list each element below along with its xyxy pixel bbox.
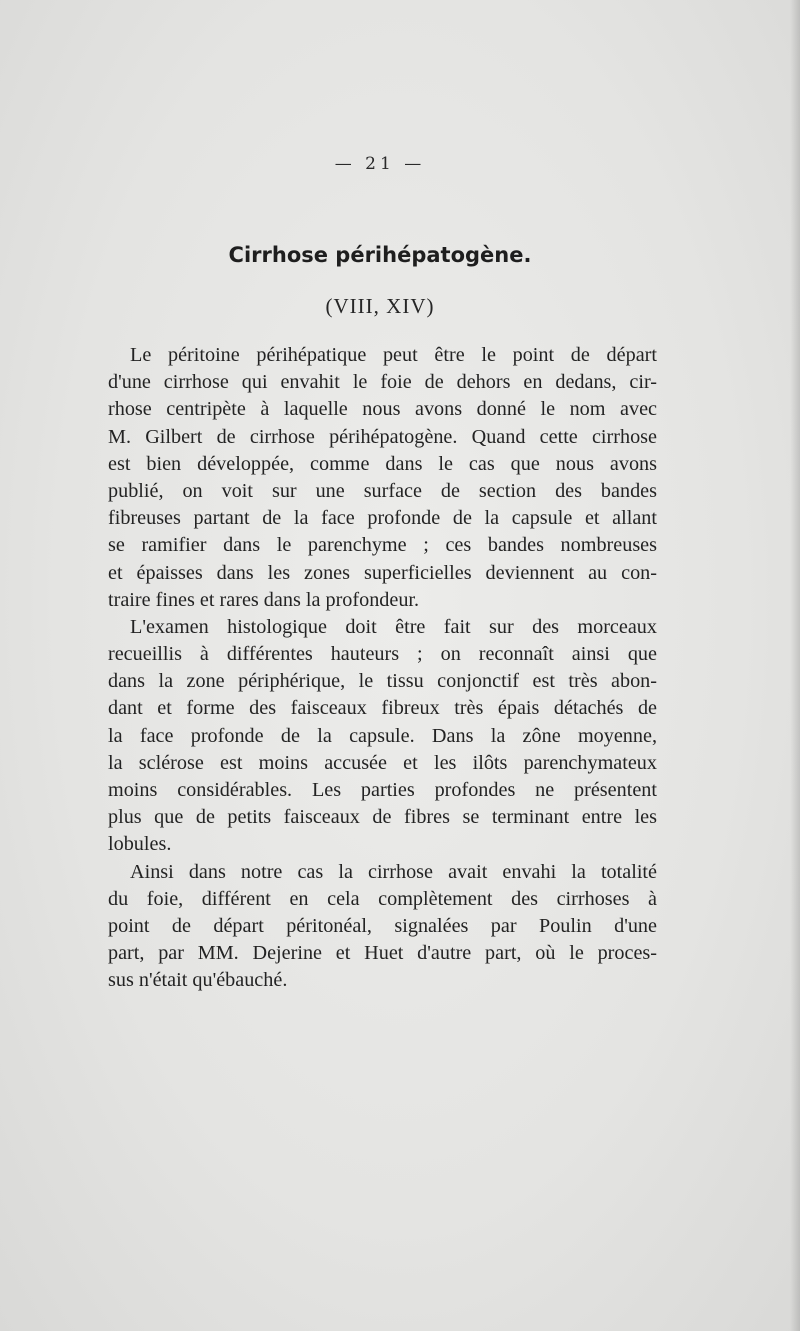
text-line: part, par MM. Dejerine et Huet d'autre part, où le proces- [108,942,657,965]
text-line: la sclérose est moins accusée et les ilôts parenchymateux [108,751,657,774]
text-line: Ainsi dans notre cas la cirrhose avait envahi la totalité [130,860,657,883]
text-line: sus n'était qu'ébauché. [108,969,288,992]
text-line: dans la zone périphérique, le tissu conjonctif est très abon- [108,670,657,693]
text-line: moins considérables. Les parties profondes ne présentent [108,779,657,801]
text-line: la face profonde de la capsule. Dans la zône moyenne, [108,724,657,747]
text-line: rhose centripète à laquelle nous avons donné le nom avec [108,398,657,421]
paragraph-1 [108,342,657,614]
body-text [108,342,657,995]
text-line: recueillis à différentes hauteurs ; on reconnaît ainsi que [108,643,657,666]
text-line: est bien développée, comme dans le cas que nous avons [108,452,657,475]
text-line: se ramifier dans le parenchyme ; ces bandes nombreuses [108,534,657,557]
text-line: point de départ péritonéal, signalées par Poulin d'une [108,914,657,937]
text-line: traire fines et rares dans la profondeur. [108,588,420,611]
text-line: fibreuses partant de la face profonde de la capsule et allant [108,507,657,530]
text-line: lobules. [108,833,172,856]
chapter-reference: (VIII, XIV) [325,294,435,318]
text-line: plus que de petits faisceaux de fibres se terminant entre les [108,806,657,829]
text-line: publié, on voit sur une surface de section des bandes [108,479,657,502]
chapter-title: Cirrhose périhépatogène. [228,243,532,267]
text-line: d'une cirrhose qui envahit le foie de dehors en dedans, cir- [108,371,657,394]
text-line: et épaisses dans les zones superficielles deviennent au con- [108,561,657,584]
text-line: M. Gilbert de cirrhose périhépatogène. Quand cette cirrhose [108,425,657,448]
paragraph-3 [108,859,657,995]
page-edge-shadow [790,0,800,1331]
text-line: dant et forme des faisceaux fibreux très épais détachés de [108,697,657,720]
text-line: Le péritoine périhépatique peut être le point de départ [130,344,657,366]
page-number: — 21 — [334,154,426,174]
text-line: du foie, différent en cela complètement des cirrhoses à [108,887,657,910]
paragraph-2 [108,614,657,859]
text-line: L'examen histologique doit être fait sur des morceaux [130,615,657,638]
